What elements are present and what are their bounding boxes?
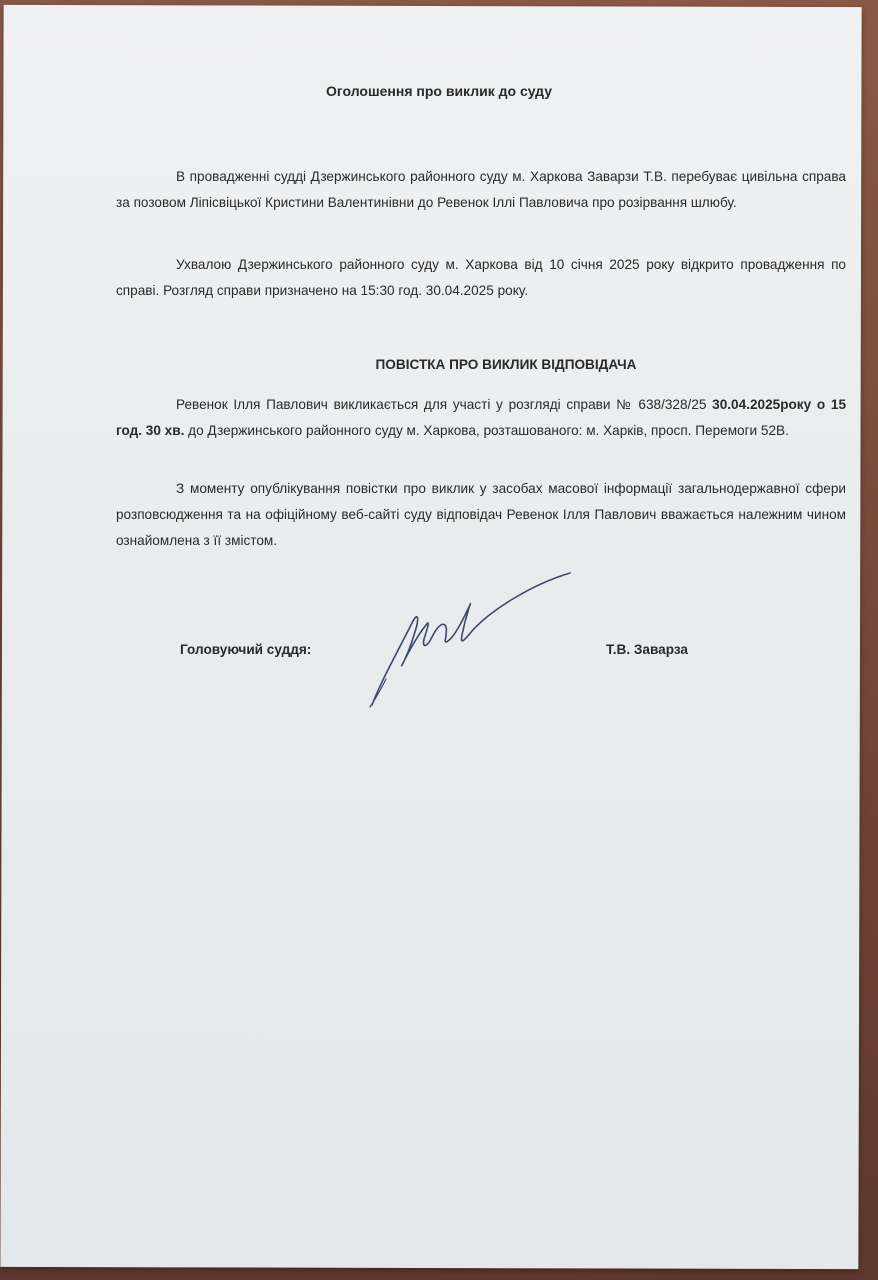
paragraph-publication-notice: З моменту опублікування повістки про виклик у засобах масової інформації загальнодержавної сфери розповсюдження та на офіційному веб-сайті суду відповідач Ревенок Ілля Павлович вважається належним чином ознайомлена з її змістом. bbox=[116, 481, 846, 548]
paragraph-hearing-schedule: Ухвалою Дзержинського районного суду м. Харкова від 10 січня 2025 року відкрито провадження по справі. Розгляд справи призначено на 15:30 год. 30.04.2025 року. bbox=[116, 257, 846, 298]
document-title: Оголошення про виклик до суду bbox=[325, 83, 553, 99]
paragraph-case-info: В провадженні судді Дзержинського районного суду м. Харкова Заварзи Т.В. перебуває цивільна справа за позовом Ліпісвіцької Кристини Валентинівни до Ревенок Іллі Павловича про розірвання шлюбу. bbox=[116, 169, 846, 210]
handwritten-signature bbox=[360, 565, 575, 715]
summons-subtitle: ПОВІСТКА ПРО ВИКЛИК ВІДПОВІДАЧА bbox=[375, 357, 637, 372]
summons-text-part2: до Дзержинського районного суду м. Харкова, розташованого: м. Харків, просп. Перемоги 52В. bbox=[184, 423, 789, 438]
judge-name: Т.В. Заварза bbox=[606, 642, 688, 657]
paragraph-summons bbox=[116, 392, 846, 444]
summons-date-time: 30.04.2025року о 15 год. 30 хв. bbox=[116, 397, 847, 438]
presiding-judge-label: Головуючий суддя: bbox=[180, 642, 312, 657]
summons-text-part1: Ревенок Ілля Павлович викликається для участі у розгляді справи № 638/328/25 bbox=[176, 397, 713, 412]
